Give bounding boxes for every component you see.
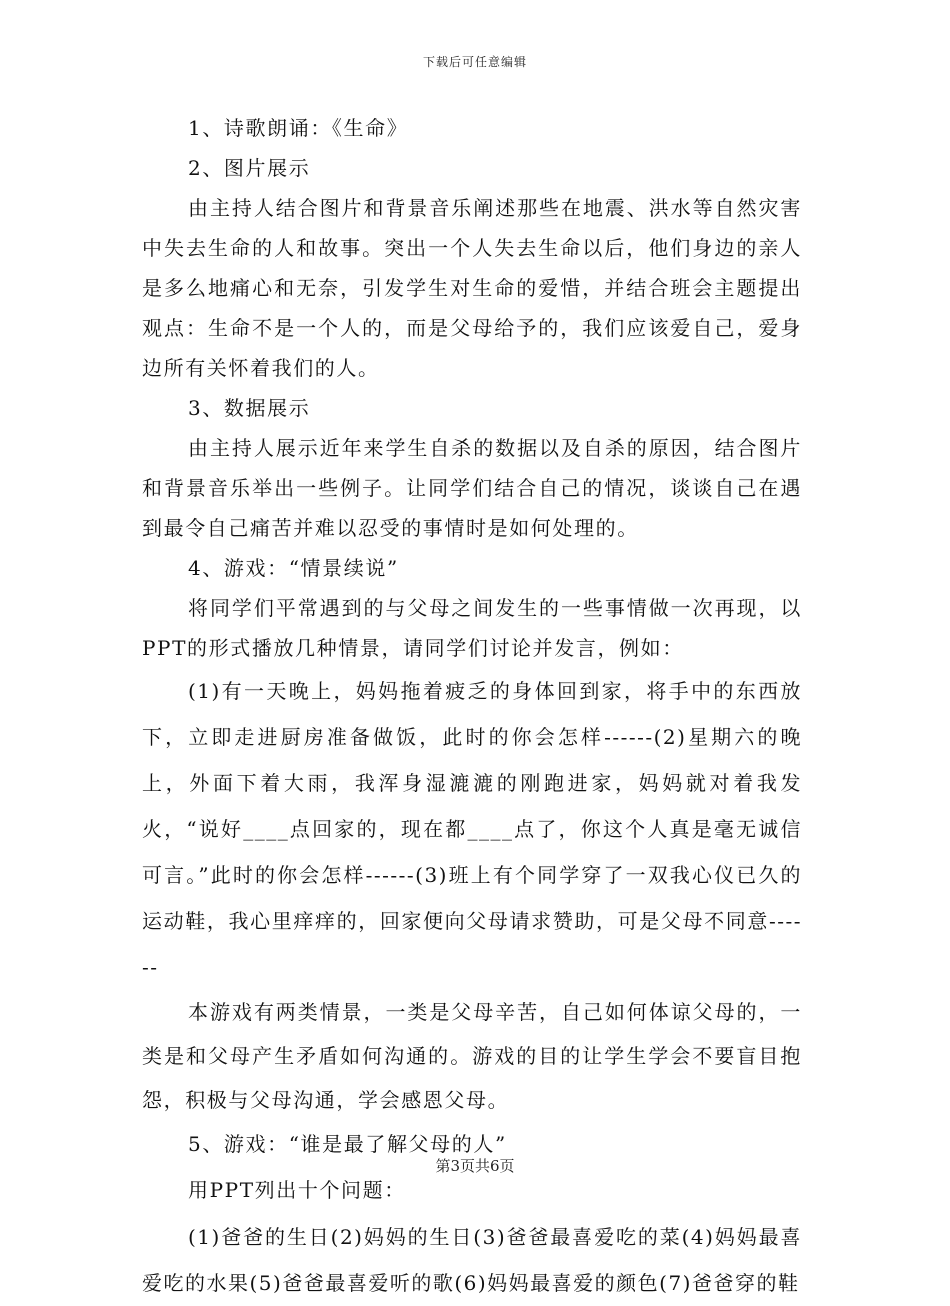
item4-scenarios: (1)有一天晚上，妈妈拖着疲乏的身体回到家，将手中的东西放下，立即走进厨房准备做饭，此时的你会怎样------(2)星期六的晚上，外面下着大雨，我浑身湿漉漉的刚跑进家，妈妈就对着我发火，“说好____点回家的，现在都____点了，你这个人真是毫无诚信可言。”此时的你会怎样------(3)班上有个同学穿了一双我心仪已久的运动鞋，我心里痒痒的，回家便向父母请求赞助，可是父母不同意------ <box>142 679 802 979</box>
item2-body: 由主持人结合图片和背景音乐阐述那些在地震、洪水等自然灾害中失去生命的人和故事。突出一个人失去生命以后，他们身边的亲人是多么地痛心和无奈，引发学生对生命的爱惜，并结合班会主题提出观点：生命不是一个人的，而是父母给予的，我们应该爱自己，爱身边所有关怀着我们的人。 <box>142 196 802 380</box>
item5-questions: (1)爸爸的生日(2)妈妈的生日(3)爸爸最喜爱吃的菜(4)妈妈最喜爱吃的水果(5)爸爸最喜爱听的歌(6)妈妈最喜爱的颜色(7)爸爸穿的鞋 <box>142 1225 802 1295</box>
item5-heading: 5、游戏：“谁是最了解父母的人” <box>188 1132 507 1156</box>
document-body <box>142 108 802 1306</box>
item2-heading: 2、图片展示 <box>188 156 311 180</box>
item1-heading: 1、诗歌朗诵：《生命》 <box>188 116 409 140</box>
item4-body: 将同学们平常遇到的与父母之间发生的一些事情做一次再现，以PPT的形式播放几种情景，请同学们讨论并发言，例如： <box>142 596 802 660</box>
item3-heading: 3、数据展示 <box>188 396 311 420</box>
item3-body: 由主持人展示近年来学生自杀的数据以及自杀的原因，结合图片和背景音乐举出一些例子。让同学们结合自己的情况，谈谈自己在遇到最令自己痛苦并难以忍受的事情时是如何处理的。 <box>142 436 802 540</box>
item4-summary: 本游戏有两类情景，一类是父母辛苦，自己如何体谅父母的，一类是和父母产生矛盾如何沟通的。游戏的目的让学生学会不要盲目抱怨，积极与父母沟通，学会感恩父母。 <box>142 1000 802 1112</box>
item5-body: 用PPT列出十个问题： <box>188 1178 406 1202</box>
page-header: 下载后可任意编辑 <box>422 55 527 69</box>
item4-heading: 4、游戏：“情景续说” <box>188 556 399 580</box>
page-footer: 第3页共6页 <box>435 1157 515 1175</box>
